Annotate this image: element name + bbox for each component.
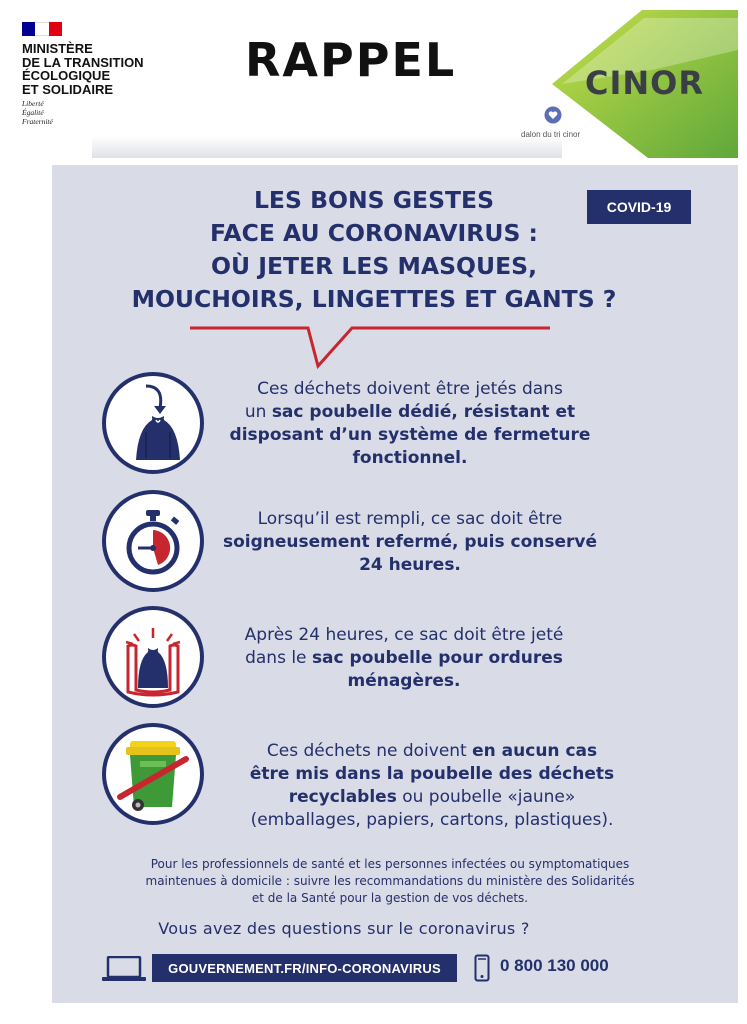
republic-motto [22,99,192,126]
step-text-bold: disposant d’un système de fermeture [229,425,591,445]
french-flag-icon [22,22,62,36]
footnote-line: et de la Santé pour la gestion de vos déchets. [251,891,529,905]
header-band [92,136,562,158]
title-line: MOUCHOIRS, LINGETTES ET GANTS ? [131,285,617,313]
step-text-bold: soigneusement refermé, puis conservé [222,532,598,552]
rappel-heading: RAPPEL [245,33,457,87]
laptop-icon [102,956,146,982]
speech-pointer [190,322,550,372]
step-text [200,508,620,577]
info-coronavirus-link[interactable]: GOUVERNEMENT.FR/INFO-CORONAVIRUS [152,954,457,982]
ministry-line: ÉCOLOGIQUE [22,68,111,83]
ministry-line: ET SOLIDAIRE [22,81,114,97]
crossed-recycling-bin-icon [102,723,204,825]
phone-icon [474,954,490,982]
garbage-bag-arrow-icon [102,372,204,474]
phone-number[interactable]: 0 800 130 000 [500,956,609,975]
step-text-segment: Après 24 heures, ce sac doit être jeté [244,625,564,645]
step-text-bold: 24 heures. [359,555,461,575]
title-line: FACE AU CORONAVIRUS : [210,219,538,247]
bag-in-bag-icon [102,606,204,708]
covid-badge: COVID-19 [587,190,691,224]
step-text-bold: sac poubelle pour ordures [311,648,563,668]
title-line: OÙ JETER LES MASQUES, [211,252,537,280]
step-text-bold: être mis dans la poubelle des déchets [249,764,615,784]
heart-icon [544,106,562,124]
motto-line: Égalité [22,108,44,117]
title-line: LES BONS GESTES [253,186,495,214]
step-text-segment: (emballages, papiers, cartons, plastiques). [250,810,614,830]
page-title [100,184,648,316]
cinor-logo: CINOR [585,64,705,102]
step-text [200,378,620,470]
step-text-bold: ménagères. [347,671,461,691]
footnote-line: Pour les professionnels de santé et les personnes infectées ou symptomatiques [150,857,630,871]
step-text-segment: un [244,402,272,422]
motto-line: Liberté [22,99,44,108]
stopwatch-icon [102,490,204,592]
step-text-segment: Lorsqu’il est rempli, ce sac doit être [257,509,563,529]
step-text [222,740,642,832]
motto-line: Fraternité [22,117,53,126]
step-text-segment: ou poubelle «jaune» [396,787,576,807]
ministry-line: MINISTÈRE [22,41,93,56]
health-professionals-note [60,856,720,907]
step-text-bold: recyclables [288,787,397,807]
cinor-tagline: dalon du tri cinor [521,130,581,139]
footnote-line: maintenues à domicile : suivre les recommandations du ministère des Solidarités [145,874,635,888]
step-text-bold: en aucun cas [472,741,598,761]
step-text-segment: Ces déchets ne doivent [266,741,473,761]
ministry-logo [22,22,192,126]
ministry-line: DE LA TRANSITION [22,54,144,70]
step-text-segment: Ces déchets doivent être jetés dans [257,379,563,399]
step-text-bold: fonctionnel. [352,448,468,468]
questions-heading: Vous avez des questions sur le coronavirus ? [158,919,530,938]
step-text [194,624,614,693]
step-text-bold: sac poubelle dédié, résistant et [271,402,576,422]
step-text-segment: dans le [245,648,312,668]
ministry-name [22,42,192,96]
